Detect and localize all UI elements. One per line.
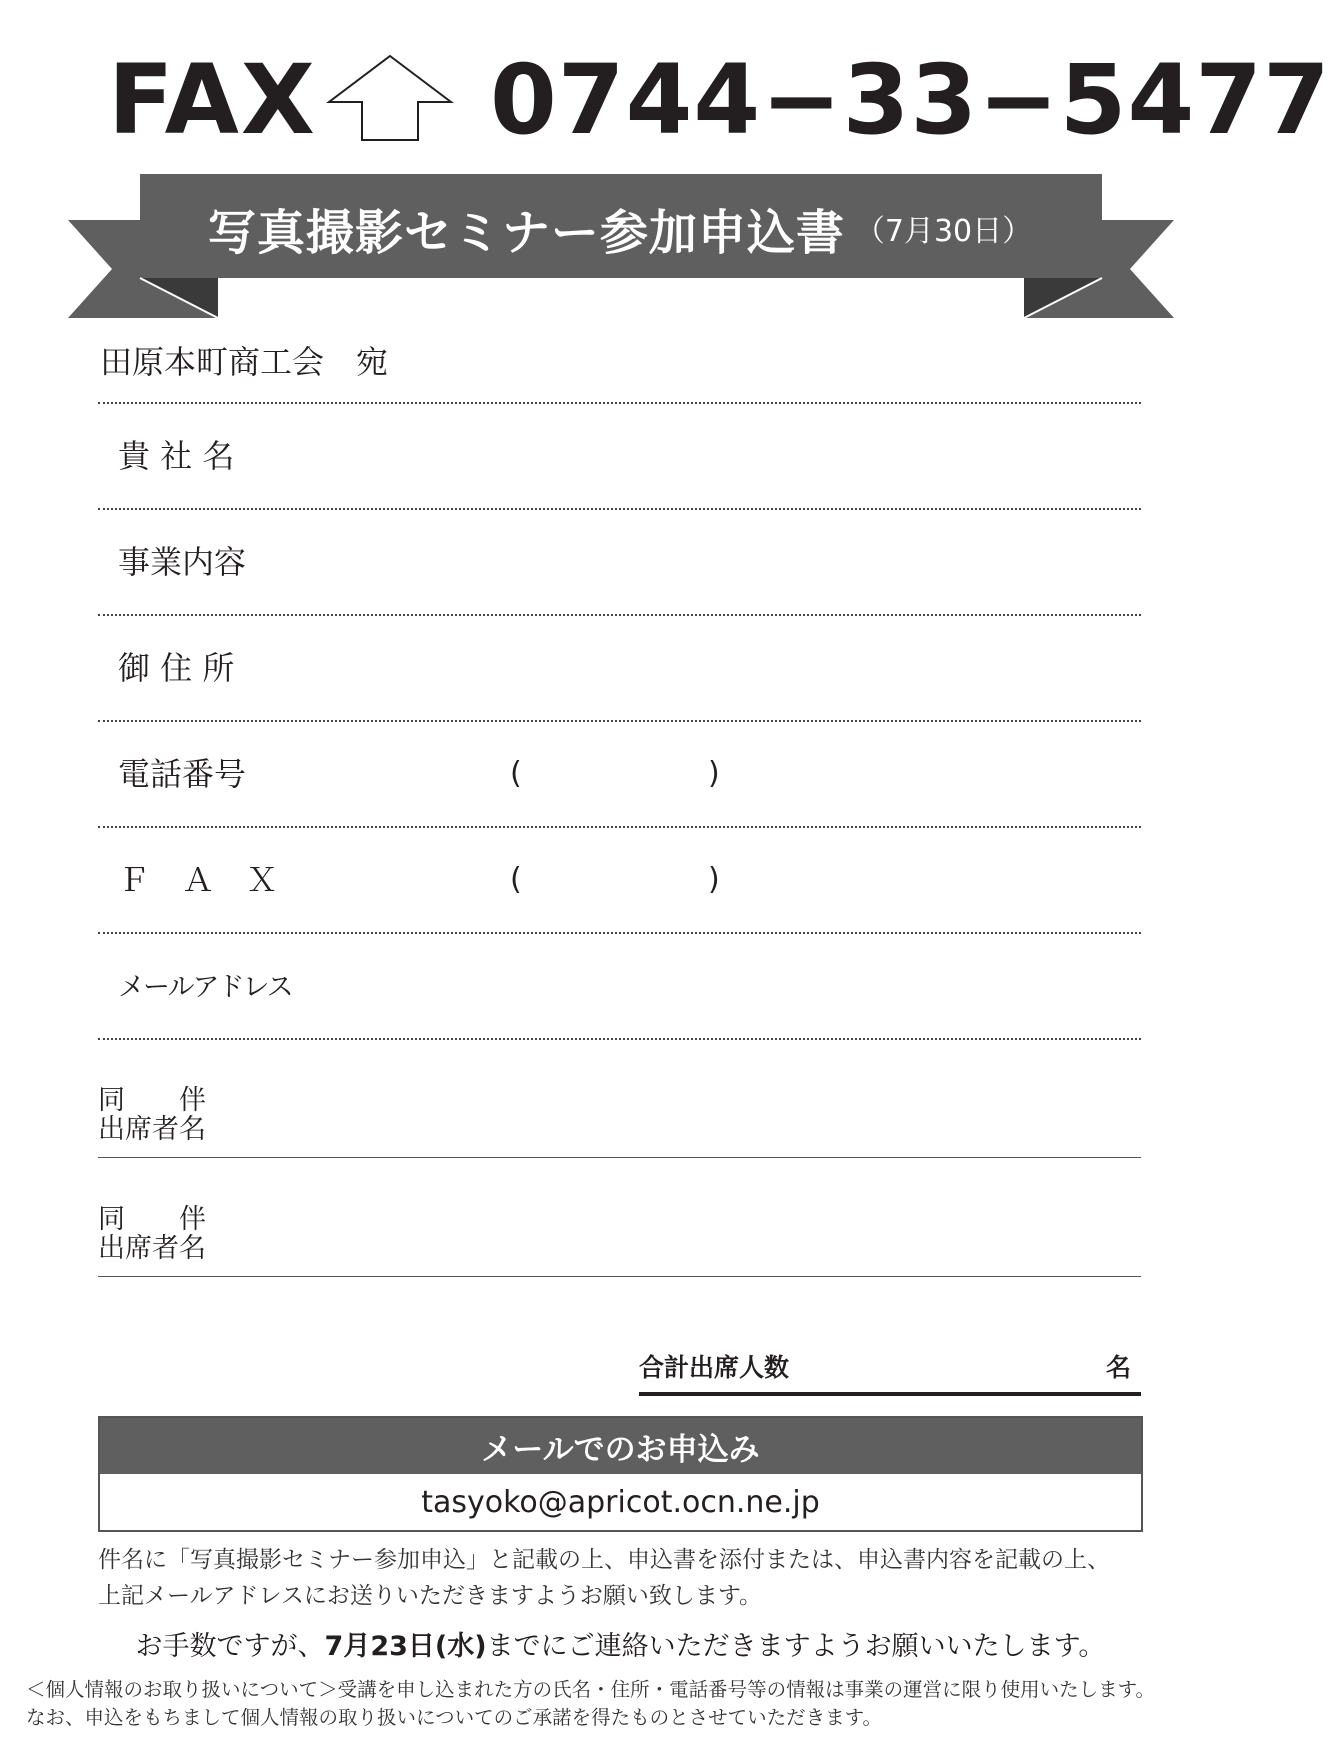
mail-application-header: メールでのお申込み — [100, 1418, 1141, 1474]
divider — [98, 932, 1141, 934]
up-arrow-icon — [325, 54, 455, 144]
mail-instructions-line1: 件名に「写真撮影セミナー参加申込」と記載の上、申込書を添付または、申込書内容を記載の上、 — [98, 1547, 1110, 1573]
divider — [98, 720, 1141, 722]
divider — [98, 402, 1141, 404]
companion-1-field[interactable] — [98, 1086, 206, 1144]
mail-instructions — [98, 1542, 1158, 1614]
companion-label-top-left: 同 — [98, 1085, 125, 1116]
divider — [98, 1038, 1141, 1040]
fax-field-label: Ｆ Ａ Ｘ — [118, 861, 279, 899]
companion-label-bottom: 出席者名 — [98, 1114, 206, 1145]
divider — [98, 614, 1141, 616]
paren-close: ) — [708, 756, 720, 791]
company-label: 貴 社 名 — [118, 437, 235, 475]
privacy-line2: なお、申込をもちまして個人情報の取り扱いについてのご承諾を得たものとさせていただきます。 — [26, 1706, 883, 1729]
fax-number: 0744−33−5477 — [490, 44, 1331, 156]
mail-application-box — [98, 1416, 1143, 1532]
divider — [98, 826, 1141, 828]
phone-label: 電話番号 — [118, 755, 247, 793]
email-label: メールアドレス — [118, 972, 292, 1003]
privacy-notice — [26, 1676, 1236, 1732]
deadline-notice — [0, 1624, 1241, 1663]
fax-label: FAX — [108, 44, 317, 156]
paren-close: ) — [708, 862, 720, 897]
privacy-line1: ＜個人情報のお取り扱いについて＞受講を申し込まれた方の氏名・住所・電話番号等の情報は事業の運営に限り使用いたします。 — [26, 1678, 1156, 1701]
address-label: 御 住 所 — [118, 649, 235, 687]
paren-open: ( — [510, 862, 522, 897]
companion-label-top-left: 同 — [98, 1204, 125, 1235]
form-title-date: （7月30日） — [854, 214, 1033, 249]
companion-label-bottom: 出席者名 — [98, 1233, 206, 1264]
mail-address-link[interactable]: tasyoko@apricot.ocn.ne.jp — [421, 1484, 820, 1520]
addressee: 田原本町商工会 宛 — [100, 343, 389, 381]
total-attendees-label: 合計出席人数 — [639, 1353, 790, 1382]
companion-label-top-right: 伴 — [179, 1204, 206, 1235]
companion-2-field[interactable] — [98, 1205, 206, 1263]
deadline-suffix: までにご連絡いただきますようお願いいたします。 — [486, 1631, 1106, 1662]
mail-instructions-line2: 上記メールアドレスにお送りいただきますようお願い致します。 — [98, 1583, 763, 1609]
form-title-main: 写真撮影セミナー参加申込書 — [207, 204, 845, 261]
divider — [98, 1157, 1141, 1158]
business-label: 事業内容 — [118, 543, 247, 581]
paren-open: ( — [510, 756, 522, 791]
divider — [98, 1276, 1141, 1277]
total-attendees-unit: 名 — [1106, 1353, 1132, 1382]
deadline-date: 7月23日(水) — [324, 1631, 487, 1662]
companion-label-top-right: 伴 — [179, 1085, 206, 1116]
total-attendees-field[interactable] — [639, 1392, 1141, 1396]
form-title — [140, 178, 1100, 278]
deadline-prefix: お手数ですが、 — [135, 1631, 325, 1662]
divider — [98, 508, 1141, 510]
